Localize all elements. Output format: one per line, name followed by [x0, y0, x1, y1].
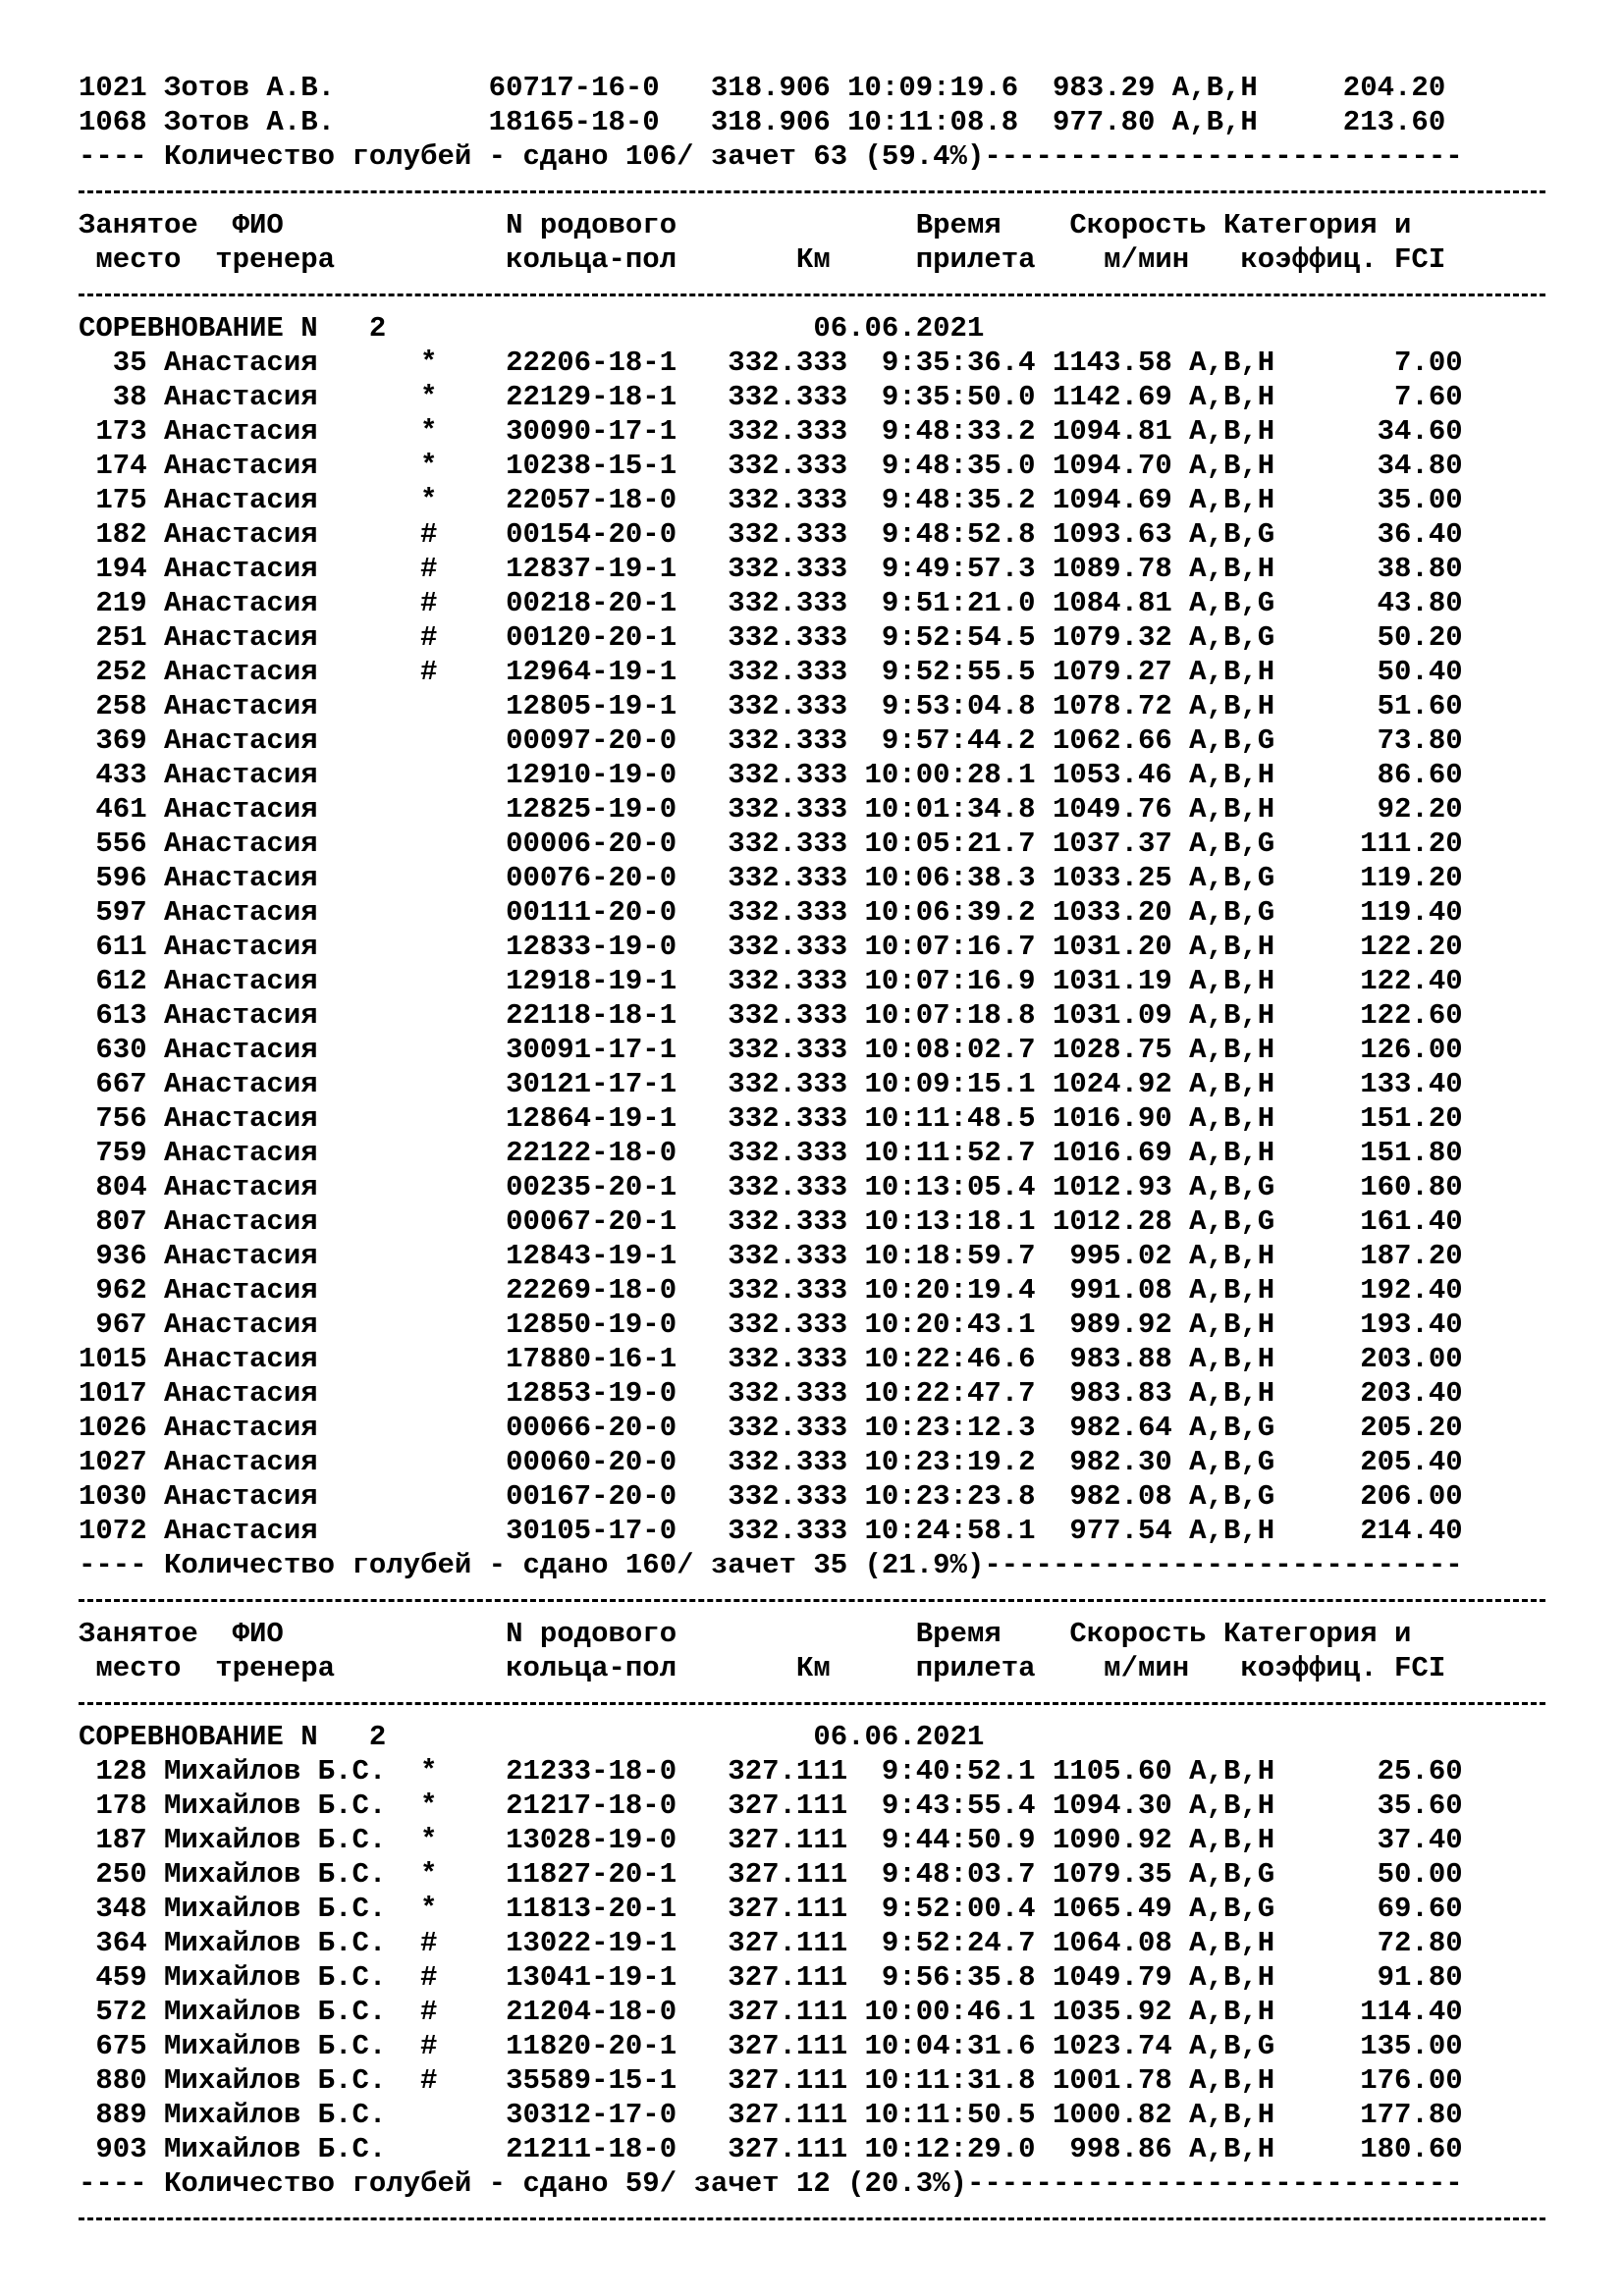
- result-row: 756 Анастасия 12864-19-1 332.333 10:11:48.5 1016.90 A,B,H 151.20: [79, 1102, 1463, 1135]
- group-summary: ---- Количество голубей - сдано 59/ зачет 12 (20.3%)-----------------------------: [79, 2167, 1463, 2200]
- result-row: 174 Анастасия * 10238-15-1 332.333 9:48:35.0 1094.70 A,B,H 34.80: [79, 450, 1463, 482]
- separator-line: [79, 1685, 1551, 1720]
- result-row: 889 Михайлов Б.С. 30312-17-0 327.111 10:11:50.5 1000.82 A,B,H 177.80: [79, 2099, 1463, 2131]
- separator-line: [79, 277, 1551, 311]
- result-row: 194 Анастасия # 12837-19-1 332.333 9:49:57.3 1089.78 A,B,H 38.80: [79, 553, 1463, 585]
- result-row: 252 Анастасия # 12964-19-1 332.333 9:52:55.5 1079.27 A,B,H 50.40: [79, 656, 1463, 688]
- result-row: 173 Анастасия * 30090-17-1 332.333 9:48:33.2 1094.81 A,B,H 34.60: [79, 415, 1463, 448]
- result-row: 1026 Анастасия 00066-20-0 332.333 10:23:12.3 982.64 A,B,G 205.20: [79, 1412, 1463, 1444]
- result-row: 1027 Анастасия 00060-20-0 332.333 10:23:19.2 982.30 A,B,G 205.40: [79, 1446, 1463, 1478]
- result-row: 903 Михайлов Б.С. 21211-18-0 327.111 10:12:29.0 998.86 A,B,H 180.60: [79, 2133, 1463, 2165]
- competition-heading: СОРЕВНОВАНИЕ N 2 06.06.2021: [79, 1721, 985, 1753]
- result-row: 1072 Анастасия 30105-17-0 332.333 10:24:58.1 977.54 A,B,H 214.40: [79, 1515, 1463, 1547]
- result-row: 1030 Анастасия 00167-20-0 332.333 10:23:23.8 982.08 A,B,G 206.00: [79, 1480, 1463, 1513]
- result-row: 182 Анастасия # 00154-20-0 332.333 9:48:52.8 1093.63 A,B,G 36.40: [79, 518, 1463, 551]
- result-row: 597 Анастасия 00111-20-0 332.333 10:06:39.2 1033.20 A,B,G 119.40: [79, 896, 1463, 929]
- result-row: 613 Анастасия 22118-18-1 332.333 10:07:18.8 1031.09 A,B,H 122.60: [79, 999, 1463, 1032]
- result-row: 667 Анастасия 30121-17-1 332.333 10:09:15.1 1024.92 A,B,H 133.40: [79, 1068, 1463, 1100]
- group-summary: ---- Количество голубей - сдано 160/ зачет 35 (21.9%)----------------------------: [79, 1549, 1463, 1581]
- result-row: 250 Михайлов Б.С. * 11827-20-1 327.111 9:48:03.7 1079.35 A,B,G 50.00: [79, 1858, 1463, 1891]
- competition-heading: СОРЕВНОВАНИЕ N 2 06.06.2021: [79, 312, 985, 345]
- column-header: Занятое ФИО N родового Время Скорость Категория и: [79, 1618, 1412, 1650]
- result-row: 348 Михайлов Б.С. * 11813-20-1 327.111 9:52:00.4 1065.49 A,B,G 69.60: [79, 1893, 1463, 1925]
- separator-line: [79, 1582, 1551, 1617]
- column-header: место тренера кольца-пол Км прилета м/мин коэффиц. FCI: [79, 243, 1446, 276]
- group-summary: ---- Количество голубей - сдано 106/ зачет 63 (59.4%)----------------------------: [79, 140, 1463, 173]
- result-row: 38 Анастасия * 22129-18-1 332.333 9:35:50.0 1142.69 A,B,H 7.60: [79, 381, 1463, 413]
- column-header: Занятое ФИО N родового Время Скорость Категория и: [79, 209, 1412, 241]
- separator-line: [79, 2201, 1551, 2235]
- result-row: 369 Анастасия 00097-20-0 332.333 9:57:44.2 1062.66 A,B,G 73.80: [79, 724, 1463, 757]
- result-row: 178 Михайлов Б.С. * 21217-18-0 327.111 9:43:55.4 1094.30 A,B,H 35.60: [79, 1789, 1463, 1822]
- result-row: 962 Анастасия 22269-18-0 332.333 10:20:19.4 991.08 A,B,H 192.40: [79, 1274, 1463, 1307]
- result-row: 461 Анастасия 12825-19-0 332.333 10:01:34.8 1049.76 A,B,H 92.20: [79, 793, 1463, 826]
- result-row: 675 Михайлов Б.С. # 11820-20-1 327.111 10:04:31.6 1023.74 A,B,G 135.00: [79, 2030, 1463, 2062]
- result-row: 556 Анастасия 00006-20-0 332.333 10:05:21.7 1037.37 A,B,G 111.20: [79, 828, 1463, 860]
- result-row: 596 Анастасия 00076-20-0 332.333 10:06:38.3 1033.25 A,B,G 119.20: [79, 862, 1463, 894]
- result-row: 612 Анастасия 12918-19-1 332.333 10:07:16.9 1031.19 A,B,H 122.40: [79, 965, 1463, 997]
- result-row: 630 Анастасия 30091-17-1 332.333 10:08:02.7 1028.75 A,B,H 126.00: [79, 1034, 1463, 1066]
- column-header: место тренера кольца-пол Км прилета м/мин коэффиц. FCI: [79, 1652, 1446, 1684]
- result-row: 936 Анастасия 12843-19-1 332.333 10:18:59.7 995.02 A,B,H 187.20: [79, 1240, 1463, 1272]
- result-row: 187 Михайлов Б.С. * 13028-19-0 327.111 9:44:50.9 1090.92 A,B,H 37.40: [79, 1824, 1463, 1856]
- result-row: 175 Анастасия * 22057-18-0 332.333 9:48:35.2 1094.69 A,B,H 35.00: [79, 484, 1463, 516]
- result-row: 804 Анастасия 00235-20-1 332.333 10:13:05.4 1012.93 A,B,G 160.80: [79, 1171, 1463, 1203]
- result-row: 967 Анастасия 12850-19-0 332.333 10:20:43.1 989.92 A,B,H 193.40: [79, 1308, 1463, 1341]
- result-row: 459 Михайлов Б.С. # 13041-19-1 327.111 9:56:35.8 1049.79 A,B,H 91.80: [79, 1961, 1463, 1994]
- result-row: 572 Михайлов Б.С. # 21204-18-0 327.111 10:00:46.1 1035.92 A,B,H 114.40: [79, 1996, 1463, 2028]
- result-row: 759 Анастасия 22122-18-0 332.333 10:11:52.7 1016.69 A,B,H 151.80: [79, 1137, 1463, 1169]
- results-document: [79, 71, 1551, 2235]
- result-row: 611 Анастасия 12833-19-0 332.333 10:07:16.7 1031.20 A,B,H 122.20: [79, 931, 1463, 963]
- result-row: 1015 Анастасия 17880-16-1 332.333 10:22:46.6 983.88 A,B,H 203.00: [79, 1343, 1463, 1375]
- result-row: 433 Анастасия 12910-19-0 332.333 10:00:28.1 1053.46 A,B,H 86.60: [79, 759, 1463, 791]
- result-row: 364 Михайлов Б.С. # 13022-19-1 327.111 9:52:24.7 1064.08 A,B,H 72.80: [79, 1927, 1463, 1959]
- result-row: 1017 Анастасия 12853-19-0 332.333 10:22:47.7 983.83 A,B,H 203.40: [79, 1377, 1463, 1410]
- result-row: 219 Анастасия # 00218-20-1 332.333 9:51:21.0 1084.81 A,B,G 43.80: [79, 587, 1463, 619]
- result-row: 35 Анастасия * 22206-18-1 332.333 9:35:36.4 1143.58 A,B,H 7.00: [79, 347, 1463, 379]
- result-row: 880 Михайлов Б.С. # 35589-15-1 327.111 10:11:31.8 1001.78 A,B,H 176.00: [79, 2064, 1463, 2097]
- result-row: 1068 Зотов А.В. 18165-18-0 318.906 10:11:08.8 977.80 A,B,H 213.60: [79, 106, 1446, 138]
- result-row: 258 Анастасия 12805-19-1 332.333 9:53:04.8 1078.72 A,B,H 51.60: [79, 690, 1463, 722]
- result-row: 251 Анастасия # 00120-20-1 332.333 9:52:54.5 1079.32 A,B,G 50.20: [79, 621, 1463, 654]
- result-row: 1021 Зотов А.В. 60717-16-0 318.906 10:09:19.6 983.29 A,B,H 204.20: [79, 72, 1446, 104]
- result-row: 807 Анастасия 00067-20-1 332.333 10:13:18.1 1012.28 A,B,G 161.40: [79, 1205, 1463, 1238]
- result-row: 128 Михайлов Б.С. * 21233-18-0 327.111 9:40:52.1 1105.60 A,B,H 25.60: [79, 1755, 1463, 1788]
- separator-line: [79, 174, 1551, 208]
